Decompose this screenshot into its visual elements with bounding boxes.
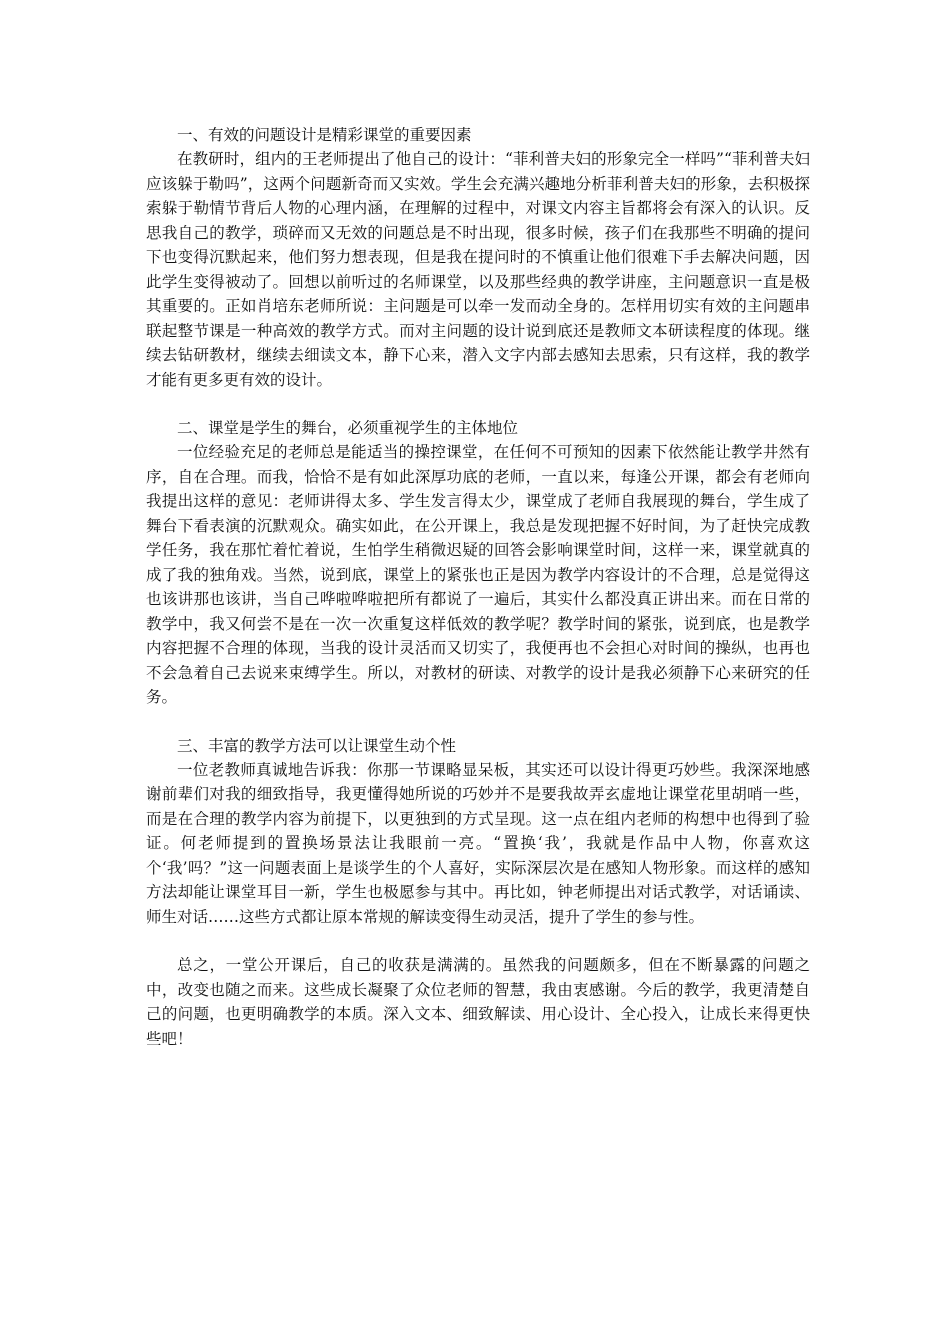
section-3-body: 一位老教师真诚地告诉我：你那一节课略显呆板，其实还可以设计得更巧妙些。我深深地感谢前辈们对我的细致指导，我更懂得她所说的巧妙并不是要我故弄玄虚地让课堂花里胡哨一些，而是在合理的教学内容为前提下，以更独到的方式呈现。这一点在组内老师的构想中也得到了验证。何老师提到的置换场景法让我眼前一亮。“置换‘我’，我就是作品中人物，你喜欢这个‘我’吗？”这一问题表面上是谈学生的个人喜好，实际深层次是在感知人物形象。而这样的感知方法却能让课堂耳目一新，学生也极愿参与其中。再比如，钟老师提出对话式教学，对话诵读、师生对话……这些方式都让原本常规的解读变得生动灵活，提升了学生的参与性。 — [146, 760, 810, 926]
section-2-body: 一位经验充足的老师总是能适当的操控课堂，在任何不可预知的因素下依然能让教学井然有序，自在合理。而我，恰恰不是有如此深厚功底的老师，一直以来，每逢公开课，都会有老师向我提出这样的意见：老师讲得太多、学生发言得太少，课堂成了老师自我展现的舞台，学生成了舞台下看表演的沉默观众。确实如此，在公开课上，我总是发现把握不好时间，为了赶快完成教学任务，我在那忙着忙着说，生怕学生稍微迟疑的回答会影响课堂时间，这样一来，课堂就真的成了我的独角戏。当然，说到底，课堂上的紧张也正是因为教学内容设计的不合理，总是觉得这也该讲那也该讲，当自己哗啦哗啦把所有都说了一遍后，其实什么都没真正讲出来。而在日常的教学中，我又何尝不是在一次一次重复这样低效的教学呢？教学时间的紧张，说到底，也是教学内容把握不合理的体现，当我的设计灵活而又切实了，我便再也不会担心对时间的操纵，也再也不会急着自己去说来束缚学生。所以，对教材的研读、对教学的设计是我必须静下心来研究的任务。 — [146, 443, 810, 706]
section-3-heading: 三、丰富的教学方法可以让课堂生动个性 — [177, 736, 457, 755]
section-1-body: 在教研时，组内的王老师提出了他自己的设计：“菲利普夫妇的形象完全一样吗”“菲利普夫妇应该躲于勒吗”，这两个问题新奇而又实效。学生会充满兴趣地分析菲利普夫妇的形象，去积极探索躲于勒情节背后人物的心理内涵，在理解的过程中，对课文内容主旨都将会有深入的认识。反思我自己的教学，琐碎而又无效的问题总是不时出现，很多时候，孩子们在我那些不明确的提问下也变得沉默起来，他们努力想表现，但是我在提问时的不慎重让他们很难下手去解决问题，因此学生变得被动了。回想以前听过的名师课堂，以及那些经典的教学讲座，主问题意识一直是极其重要的。正如肖培东老师所说：主问题是可以牵一发而动全身的。怎样用切实有效的主问题串联起整节课是一种高效的教学方式。而对主问题的设计说到底还是教师文本研读程度的体现。继续去钻研教材，继续去细读文本，静下心来，潜入文字内部去感知去思索，只有这样，我的教学才能有更多更有效的设计。 — [146, 150, 810, 389]
section-gap — [146, 392, 810, 416]
conclusion-paragraph: 总之，一堂公开课后，自己的收获是满满的。虽然我的问题颇多，但在不断暴露的问题之中，改变也随之而来。这些成长凝聚了众位老师的智慧，我由衷感谢。今后的教学，我更清楚自己的问题，也更明确教学的本质。深入文本、细致解读、用心设计、全心投入，让成长来得更快些吧！ — [146, 956, 810, 1048]
section-gap — [146, 710, 810, 734]
section-1-heading: 一、有效的问题设计是精彩课堂的重要因素 — [177, 126, 472, 144]
section-gap — [146, 929, 810, 953]
document-page — [146, 123, 810, 1051]
section-2-heading: 二、课堂是学生的舞台，必须重视学生的主体地位 — [177, 419, 519, 437]
